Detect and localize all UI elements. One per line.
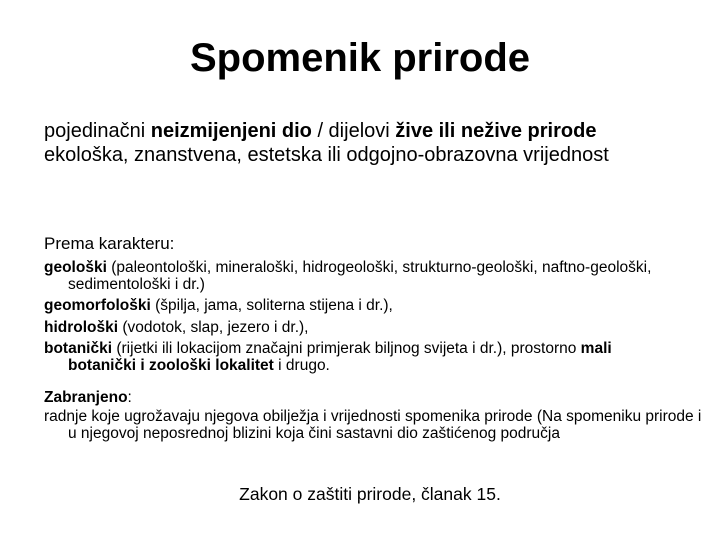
definition-line-2: ekološka, znanstvena, estetska ili odgojno-obrazovna vrijednost: [44, 144, 609, 166]
law-reference: Zakon o zaštiti prirode, članak 15.: [239, 484, 501, 504]
type-name: geomorfološki: [44, 297, 151, 314]
definition-text: / dijelovi: [311, 120, 396, 142]
type-item-hydrological: [44, 320, 684, 337]
type-detail: i drugo.: [273, 356, 330, 374]
page-title: Spomenik prirode: [189, 36, 531, 80]
prohibited-heading: [44, 388, 684, 407]
prohibited-label: Zabranjeno: [44, 389, 128, 406]
definition-emphasis: žive ili nežive prirode: [395, 120, 597, 142]
type-detail: (paleontološki, mineraloški, hidrogeološki, strukturno-geološki, naftno-geološki, sedimentološki i dr.): [68, 259, 652, 293]
type-name: geološki: [44, 259, 107, 276]
definition-emphasis: neizmijenjeni dio: [150, 120, 312, 142]
definition-line-1: [44, 120, 684, 142]
type-name: botanički: [44, 340, 113, 357]
definition-block: [44, 120, 684, 168]
type-detail-emphasis: mali botanički i zoološki lokalitet: [68, 340, 612, 374]
type-item-botanical: [44, 341, 684, 374]
definition-text: pojedinačni: [44, 120, 151, 142]
type-detail: (vodotok, slap, jezero i dr.),: [118, 318, 309, 336]
type-item-geological: [44, 260, 684, 293]
type-item-geomorphological: [44, 298, 684, 315]
prohibited-text: radnje koje ugrožavaju njegova obilježja i vrijednosti spomenika prirode (Na spomeniku prirode i u njegovoj neposrednoj blizini koja čini sastavni dio zaštićenog područja: [44, 408, 702, 442]
character-heading: Prema karakteru:: [44, 234, 175, 253]
type-detail: (špilja, jama, soliterna stijena i dr.),: [150, 297, 393, 314]
type-list: [44, 260, 684, 379]
type-name: hidrološki: [44, 318, 119, 336]
prohibited-colon: :: [127, 389, 132, 406]
type-detail: (rijetki ili lokacijom značajni primjerak biljnog svijeta i dr.), prostorno: [112, 340, 581, 357]
